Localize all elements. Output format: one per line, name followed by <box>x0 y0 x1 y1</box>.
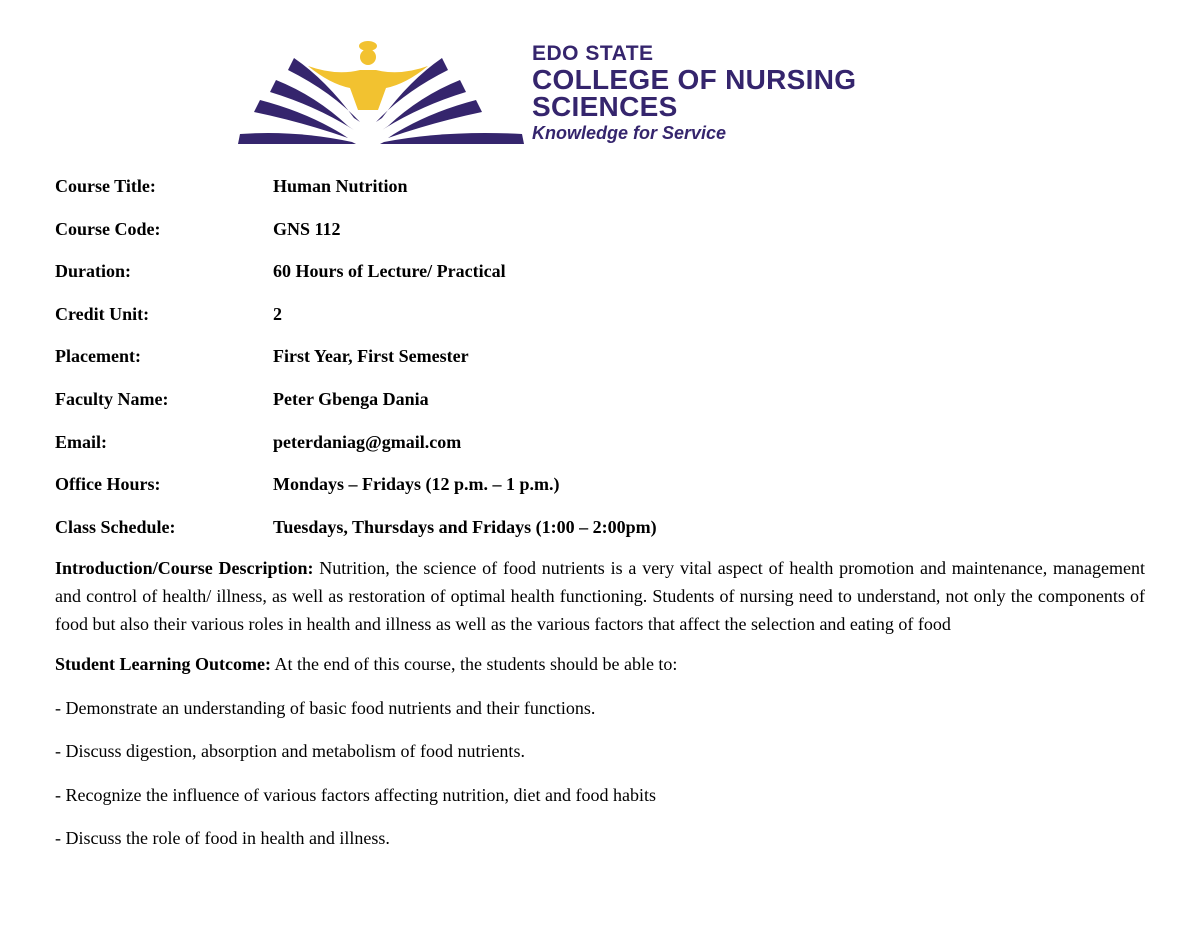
course-code-label: Course Code: <box>55 218 161 239</box>
faculty-name-value: Peter Gbenga Dania <box>273 388 429 409</box>
learning-outcome-item: - Discuss the role of food in health and illness. <box>55 828 390 848</box>
placement-value: First Year, First Semester <box>273 346 469 367</box>
course-body <box>55 554 1145 868</box>
course-description-paragraph <box>55 554 1145 638</box>
course-info-row <box>55 386 1145 429</box>
credit-unit-label: Credit Unit: <box>55 303 150 324</box>
learning-outcome-item: - Demonstrate an understanding of basic food nutrients and their functions. <box>55 697 596 718</box>
course-info-row <box>55 471 1145 514</box>
email-label: Email: <box>55 431 107 452</box>
credit-unit-value: 2 <box>273 303 282 324</box>
logo-college-name-line2: SCIENCES <box>532 91 678 122</box>
course-info-row <box>55 343 1145 386</box>
course-info-list <box>55 173 1145 556</box>
course-title-value: Human Nutrition <box>273 176 408 196</box>
learning-outcome-item: - Discuss digestion, absorption and metabolism of food nutrients. <box>55 741 525 761</box>
logo-state-name: EDO STATE <box>532 42 654 65</box>
course-info-row <box>55 429 1145 472</box>
course-info-row <box>55 514 1145 557</box>
course-title-label: Course Title: <box>55 176 156 196</box>
office-hours-value: Mondays – Fridays (12 p.m. – 1 p.m.) <box>273 474 560 495</box>
learning-outcome-item: - Recognize the influence of various factors affecting nutrition, diet and food habits <box>55 784 656 805</box>
course-code-value: GNS 112 <box>273 218 341 239</box>
logo-wordmark <box>532 42 952 146</box>
duration-value: 60 Hours of Lecture/ Practical <box>273 261 506 282</box>
office-hours-label: Office Hours: <box>55 474 161 495</box>
duration-label: Duration: <box>55 261 131 282</box>
course-description-heading: Introduction/Course Description: <box>55 558 314 578</box>
course-info-row <box>55 301 1145 344</box>
learning-outcome-intro <box>55 650 1145 694</box>
course-info-row <box>55 173 1145 216</box>
faculty-name-label: Faculty Name: <box>55 388 169 409</box>
logo-motto: Knowledge for Service <box>532 123 727 143</box>
email-value: peterdaniag@gmail.com <box>273 431 462 452</box>
open-book-figure-emblem <box>236 40 526 145</box>
course-info-row <box>55 216 1145 259</box>
learning-outcome-intro-text: At the end of this course, the students should be able to: <box>271 654 678 674</box>
class-schedule-label: Class Schedule: <box>55 516 176 537</box>
learning-outcome-heading: Student Learning Outcome: <box>55 654 271 674</box>
course-info-row <box>55 258 1145 301</box>
course-description-text: Nutrition, the science of food nutrients is a very vital aspect of health promotion and maintenance, management and control of health/ illness, as well as restoration of optimal health functioning. Students of nursing need to understand, not only the components of food but also their various roles in health and illness as well as the various factors that affect the selection and eating of food <box>55 558 1145 634</box>
class-schedule-value: Tuesdays, Thursdays and Fridays (1:00 – 2:00pm) <box>273 516 657 537</box>
placement-label: Placement: <box>55 346 141 367</box>
college-logo <box>236 40 956 145</box>
logo-college-name: COLLEGE OF NURSING <box>532 64 857 95</box>
